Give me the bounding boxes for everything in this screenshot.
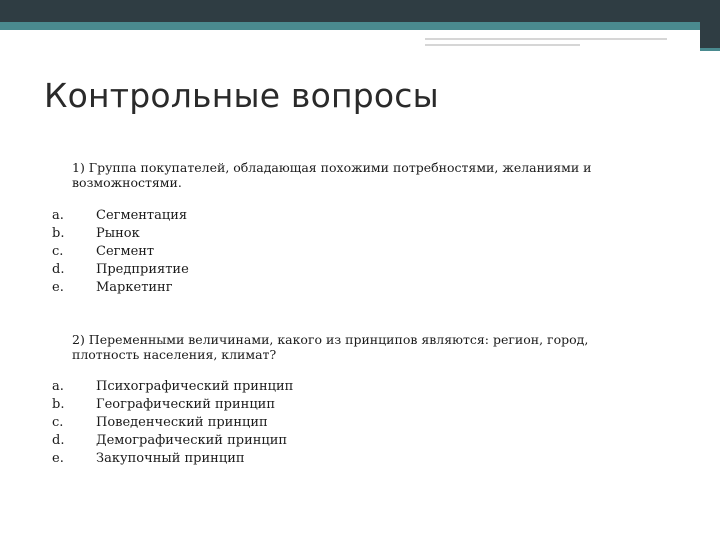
header-band	[0, 0, 700, 22]
option-letter: b.	[52, 226, 65, 241]
option-letter: a.	[52, 208, 64, 223]
option-letter: d.	[52, 262, 65, 277]
option-text: Сегментация	[96, 208, 188, 223]
option-item	[52, 225, 189, 243]
option-letter: e.	[52, 451, 64, 466]
option-text: Маркетинг	[96, 280, 173, 295]
option-text: Поведенческий принцип	[96, 415, 268, 430]
option-item	[52, 450, 293, 468]
option-text: Психографический принцип	[96, 379, 294, 394]
question-1-options	[52, 207, 189, 297]
slide-title: Контрольные вопросы	[44, 76, 439, 115]
option-letter: d.	[52, 433, 65, 448]
option-letter: c.	[52, 415, 64, 430]
question-2-text: 2) Переменными величинами, какого из принципов являются: регион, город, плотность населения, климат?	[72, 332, 589, 362]
option-text: Сегмент	[96, 244, 155, 259]
option-item	[52, 396, 293, 414]
option-text: Географический принцип	[96, 397, 276, 412]
option-item	[52, 378, 293, 396]
option-item	[52, 279, 189, 297]
header-accent-stripe	[0, 22, 700, 30]
option-item	[52, 207, 189, 225]
corner-accent-stripe	[700, 48, 720, 51]
option-item	[52, 261, 189, 279]
option-text: Рынок	[96, 226, 140, 241]
decorative-rule	[425, 38, 667, 40]
corner-band	[700, 0, 720, 48]
option-letter: e.	[52, 280, 64, 295]
option-item	[52, 414, 293, 432]
option-item	[52, 243, 189, 261]
option-letter: a.	[52, 379, 64, 394]
option-letter: c.	[52, 244, 64, 259]
option-letter: b.	[52, 397, 65, 412]
question-2-options	[52, 378, 293, 468]
question-1-text: 1) Группа покупателей, обладающая похожими потребностями, желаниями и возможностями.	[72, 160, 592, 190]
decorative-rule	[425, 44, 580, 46]
option-text: Предприятие	[96, 262, 189, 277]
option-text: Закупочный принцип	[96, 451, 245, 466]
option-item	[52, 432, 293, 450]
option-text: Демографический принцип	[96, 433, 288, 448]
